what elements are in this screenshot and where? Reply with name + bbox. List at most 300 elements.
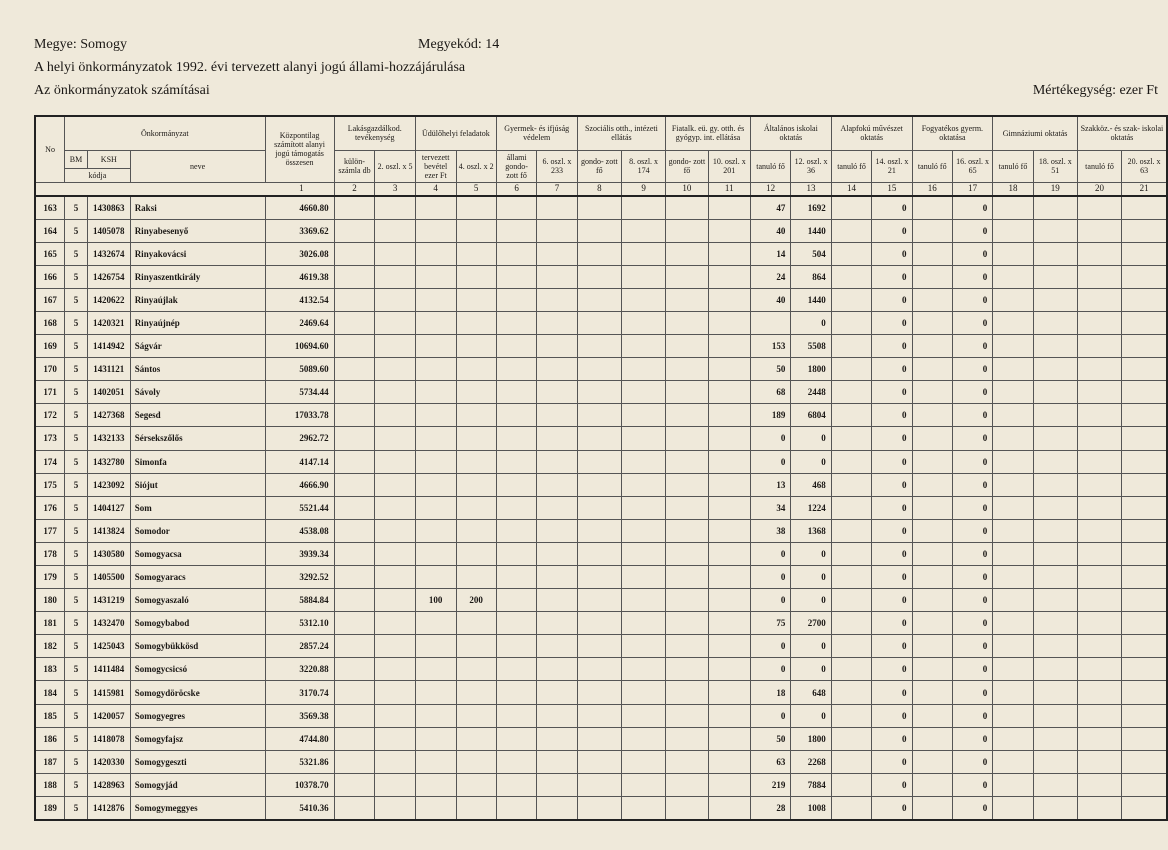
row-no: 167 [35,288,65,311]
row-bm: 5 [65,566,88,589]
empty-cell [496,658,537,681]
header-neve: neve [130,150,265,182]
row-ksh: 1430863 [87,196,130,220]
empty-cell [708,658,750,681]
row-col12: 50 [750,358,790,381]
row-bm: 5 [65,358,88,381]
header-sub: tanuló fő [912,150,952,182]
empty-cell [496,265,537,288]
empty-cell [622,381,666,404]
table-row [35,450,1167,473]
empty-cell [708,196,750,220]
empty-cell [993,566,1033,589]
row-total: 2857.24 [265,635,334,658]
empty-cell [708,519,750,542]
empty-cell [375,242,416,265]
empty-cell [537,219,577,242]
header-sub: 20. oszl. x 63 [1122,150,1167,182]
empty-cell [912,335,952,358]
row-total: 3569.38 [265,704,334,727]
empty-cell [1033,358,1077,381]
empty-cell [1033,404,1077,427]
empty-cell [708,242,750,265]
empty-cell [912,450,952,473]
row-col5 [456,727,496,750]
empty-cell [831,542,871,565]
header-sub: külön- számla db [334,150,375,182]
table-row [35,404,1167,427]
empty-cell [1033,381,1077,404]
empty-cell [537,612,577,635]
row-bm: 5 [65,589,88,612]
row-ksh: 1420057 [87,704,130,727]
empty-cell [537,542,577,565]
empty-cell [537,704,577,727]
empty-cell [375,404,416,427]
empty-cell [537,773,577,796]
row-col4 [415,681,456,704]
empty-cell [334,219,375,242]
row-col5 [456,196,496,220]
row-col13: 0 [791,542,831,565]
empty-cell [912,496,952,519]
empty-cell [993,335,1033,358]
row-col4 [415,473,456,496]
row-col12: 0 [750,450,790,473]
row-bm: 5 [65,681,88,704]
header-group: Szociális otth., intézeti ellátás [577,116,666,150]
empty-cell [1122,589,1167,612]
row-total: 3369.62 [265,219,334,242]
header-group: Üdülőhelyi feladatok [415,116,496,150]
row-col13: 7884 [791,773,831,796]
empty-cell [496,496,537,519]
row-col17: 0 [952,589,992,612]
empty-cell [622,358,666,381]
row-col12: 50 [750,727,790,750]
empty-cell [666,219,708,242]
empty-cell [1077,404,1121,427]
row-no: 164 [35,219,65,242]
empty-cell [622,773,666,796]
row-col12: 13 [750,473,790,496]
row-bm: 5 [65,242,88,265]
empty-cell [666,288,708,311]
empty-cell [334,796,375,820]
row-col17: 0 [952,427,992,450]
row-name: Somogyacsa [130,542,265,565]
empty-cell [496,542,537,565]
table-row [35,358,1167,381]
header-kodja: kódja [65,168,131,182]
empty-cell [1122,196,1167,220]
row-col12: 47 [750,196,790,220]
empty-cell [334,427,375,450]
empty-cell [1122,450,1167,473]
row-total: 2962.72 [265,427,334,450]
empty-cell [537,311,577,334]
empty-cell [496,404,537,427]
empty-cell [537,450,577,473]
row-col15: 0 [872,335,912,358]
empty-cell [496,566,537,589]
empty-cell [912,773,952,796]
empty-cell [1033,265,1077,288]
row-col15: 0 [872,358,912,381]
empty-cell [622,681,666,704]
header-sub: 14. oszl. x 21 [872,150,912,182]
empty-cell [622,219,666,242]
empty-cell [993,658,1033,681]
row-name: Som [130,496,265,519]
row-col17: 0 [952,635,992,658]
row-bm: 5 [65,658,88,681]
row-col17: 0 [952,542,992,565]
row-col4 [415,658,456,681]
empty-cell [375,658,416,681]
row-ksh: 1411484 [87,658,130,681]
empty-cell [912,311,952,334]
row-col15: 0 [872,681,912,704]
empty-cell [912,796,952,820]
empty-cell [622,658,666,681]
row-col5 [456,635,496,658]
empty-cell [577,496,621,519]
row-col12: 28 [750,796,790,820]
empty-cell [496,427,537,450]
empty-cell [993,704,1033,727]
header-sub: állami gondo- zott fő [496,150,537,182]
empty-cell [993,242,1033,265]
empty-cell [622,519,666,542]
row-col15: 0 [872,750,912,773]
empty-cell [708,773,750,796]
empty-cell [708,311,750,334]
header-sub: 16. oszl. x 65 [952,150,992,182]
row-col4 [415,566,456,589]
header-sub: 2. oszl. x 5 [375,150,416,182]
header-group: Alapfokú művészet oktatás [831,116,912,150]
row-total: 10378.70 [265,773,334,796]
empty-cell [537,681,577,704]
row-total: 4132.54 [265,288,334,311]
empty-cell [334,704,375,727]
empty-cell [537,288,577,311]
empty-cell [375,566,416,589]
row-col4 [415,704,456,727]
empty-cell [708,704,750,727]
colnum-cell: 7 [537,182,577,196]
row-total: 4147.14 [265,450,334,473]
empty-cell [496,704,537,727]
row-col5 [456,496,496,519]
row-bm: 5 [65,219,88,242]
empty-cell [1077,796,1121,820]
row-ksh: 1432470 [87,612,130,635]
row-col13: 0 [791,427,831,450]
empty-cell [1077,566,1121,589]
row-no: 169 [35,335,65,358]
empty-cell [375,450,416,473]
empty-cell [334,335,375,358]
row-col13: 5508 [791,335,831,358]
empty-cell [537,727,577,750]
empty-cell [912,704,952,727]
colnum-cell: 17 [952,182,992,196]
row-no: 172 [35,404,65,427]
row-name: Rinyabesenyő [130,219,265,242]
table-row [35,311,1167,334]
header-sub: 8. oszl. x 174 [622,150,666,182]
empty-cell [334,681,375,704]
empty-cell [334,773,375,796]
empty-cell [993,750,1033,773]
row-bm: 5 [65,450,88,473]
row-col13: 468 [791,473,831,496]
row-col17: 0 [952,519,992,542]
row-col5 [456,427,496,450]
row-col12: 40 [750,219,790,242]
empty-cell [708,219,750,242]
empty-cell [1033,658,1077,681]
empty-cell [334,542,375,565]
row-col12: 0 [750,566,790,589]
header-sub: 4. oszl. x 2 [456,150,496,182]
empty-cell [666,427,708,450]
empty-cell [708,450,750,473]
empty-cell [1122,288,1167,311]
row-ksh: 1432674 [87,242,130,265]
empty-cell [912,288,952,311]
empty-cell [496,796,537,820]
empty-cell [577,450,621,473]
row-col5 [456,450,496,473]
empty-cell [577,404,621,427]
row-no: 189 [35,796,65,820]
empty-cell [577,311,621,334]
table-row [35,704,1167,727]
row-col13: 1008 [791,796,831,820]
row-col13: 1440 [791,288,831,311]
empty-cell [1033,612,1077,635]
empty-cell [375,288,416,311]
row-col12: 0 [750,635,790,658]
row-col13: 0 [791,566,831,589]
empty-cell [1077,519,1121,542]
row-col15: 0 [872,404,912,427]
row-ksh: 1428963 [87,773,130,796]
table-row [35,796,1167,820]
empty-cell [666,335,708,358]
empty-cell [496,242,537,265]
empty-cell [912,589,952,612]
empty-cell [831,358,871,381]
empty-cell [1077,450,1121,473]
empty-cell [831,427,871,450]
empty-cell [577,381,621,404]
colnum-cell: 18 [993,182,1033,196]
empty-cell [912,681,952,704]
row-bm: 5 [65,381,88,404]
empty-cell [666,658,708,681]
colnum-cell: 14 [831,182,871,196]
row-col15: 0 [872,566,912,589]
table-row [35,681,1167,704]
empty-cell [1033,427,1077,450]
row-col12: 24 [750,265,790,288]
row-col13: 1368 [791,519,831,542]
row-col5: 200 [456,589,496,612]
empty-cell [1122,635,1167,658]
empty-cell [1077,242,1121,265]
empty-cell [577,658,621,681]
empty-cell [496,635,537,658]
row-col15: 0 [872,773,912,796]
empty-cell [334,496,375,519]
table-row [35,335,1167,358]
row-col12: 153 [750,335,790,358]
row-col15: 0 [872,265,912,288]
empty-cell [1077,358,1121,381]
empty-cell [334,381,375,404]
empty-cell [912,473,952,496]
row-col17: 0 [952,704,992,727]
empty-cell [831,219,871,242]
row-col17: 0 [952,473,992,496]
empty-cell [577,196,621,220]
row-col5 [456,773,496,796]
empty-cell [1077,612,1121,635]
table-row [35,242,1167,265]
empty-cell [334,519,375,542]
row-col4: 100 [415,589,456,612]
row-no: 179 [35,566,65,589]
header-sub: gondo- zott fő [577,150,621,182]
empty-cell [577,773,621,796]
row-no: 170 [35,358,65,381]
header-sub: gondo- zott fő [666,150,708,182]
empty-cell [375,796,416,820]
header-sub: tanuló fő [1077,150,1121,182]
empty-cell [577,242,621,265]
row-name: Segesd [130,404,265,427]
row-ksh: 1426754 [87,265,130,288]
empty-cell [537,635,577,658]
empty-cell [708,404,750,427]
empty-cell [1077,196,1121,220]
row-col12: 68 [750,381,790,404]
empty-cell [666,727,708,750]
empty-cell [334,242,375,265]
row-col4 [415,381,456,404]
header-group: Gimnáziumi oktatás [993,116,1078,150]
empty-cell [1033,704,1077,727]
row-col4 [415,796,456,820]
empty-cell [1122,727,1167,750]
empty-cell [1033,589,1077,612]
row-col17: 0 [952,219,992,242]
colnum-cell: 6 [496,182,537,196]
row-col13: 1800 [791,358,831,381]
empty-cell [375,704,416,727]
empty-cell [1122,473,1167,496]
row-no: 188 [35,773,65,796]
row-col5 [456,473,496,496]
empty-cell [496,196,537,220]
empty-cell [708,635,750,658]
row-col15: 0 [872,196,912,220]
empty-cell [993,288,1033,311]
row-bm: 5 [65,519,88,542]
row-col4 [415,358,456,381]
header-group: Fogyatékos gyerm. oktatása [912,116,993,150]
empty-cell [375,519,416,542]
empty-cell [375,496,416,519]
row-name: Somogyaszaló [130,589,265,612]
empty-cell [993,381,1033,404]
empty-cell [708,727,750,750]
empty-cell [993,589,1033,612]
row-col13: 6804 [791,404,831,427]
row-col15: 0 [872,288,912,311]
row-col12: 0 [750,589,790,612]
row-ksh: 1405500 [87,566,130,589]
empty-cell [375,727,416,750]
row-name: Somogyegres [130,704,265,727]
empty-cell [537,358,577,381]
empty-cell [537,658,577,681]
empty-cell [1122,335,1167,358]
row-ksh: 1420321 [87,311,130,334]
row-total: 3220.88 [265,658,334,681]
empty-cell [708,566,750,589]
row-col4 [415,727,456,750]
row-col17: 0 [952,612,992,635]
empty-cell [375,612,416,635]
empty-cell [375,358,416,381]
empty-cell [577,589,621,612]
empty-cell [375,635,416,658]
colnum-cell: 1 [35,182,334,196]
row-bm: 5 [65,335,88,358]
row-col5 [456,242,496,265]
empty-cell [1033,450,1077,473]
row-total: 3170.74 [265,681,334,704]
empty-cell [831,265,871,288]
table-row [35,496,1167,519]
row-total: 4538.08 [265,519,334,542]
row-col13: 0 [791,311,831,334]
row-bm: 5 [65,404,88,427]
empty-cell [375,265,416,288]
empty-cell [708,473,750,496]
colnum-cell: 16 [912,182,952,196]
empty-cell [577,566,621,589]
row-col4 [415,196,456,220]
row-col5 [456,681,496,704]
row-total: 5410.36 [265,796,334,820]
empty-cell [993,358,1033,381]
empty-cell [375,773,416,796]
empty-cell [831,566,871,589]
empty-cell [831,589,871,612]
empty-cell [831,496,871,519]
empty-cell [831,519,871,542]
empty-cell [1122,519,1167,542]
row-name: Somogyfajsz [130,727,265,750]
empty-cell [334,404,375,427]
empty-cell [666,750,708,773]
